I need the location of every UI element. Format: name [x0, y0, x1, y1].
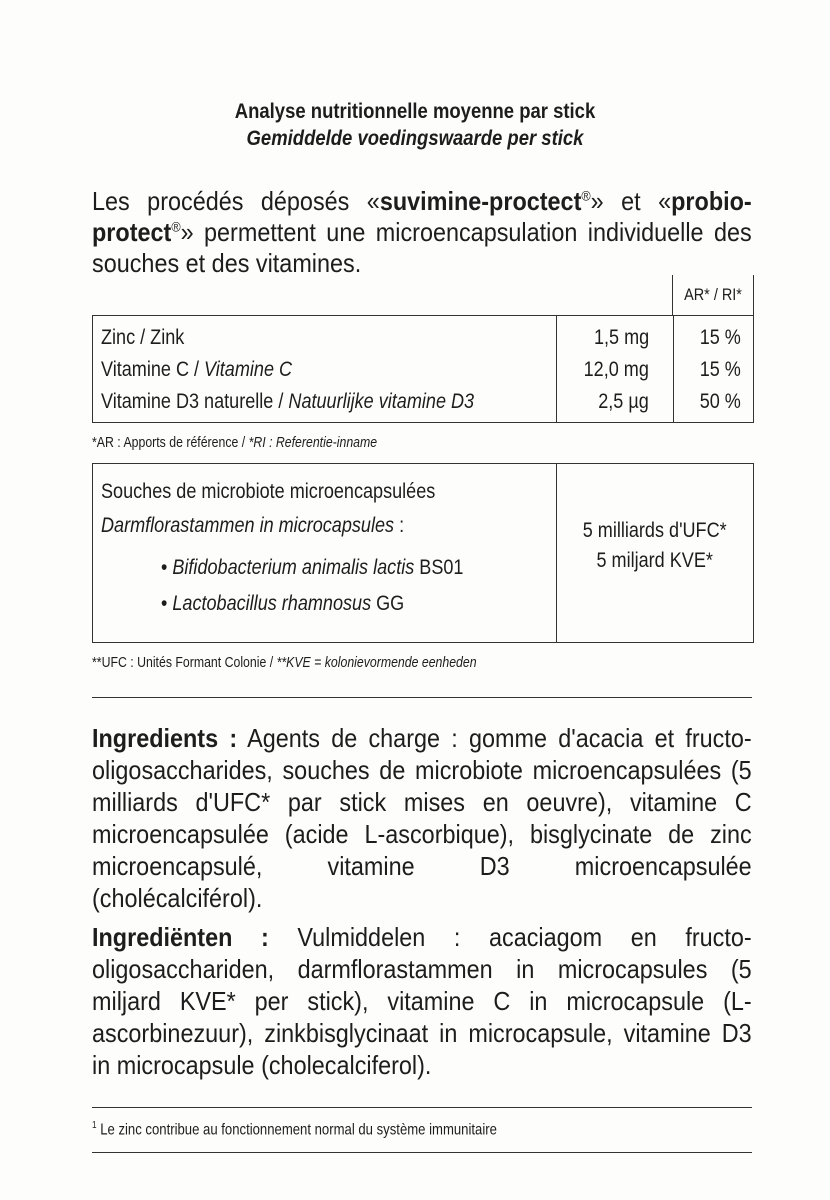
ingredients-dutch	[92, 921, 752, 1081]
ingredients-text: Vulmiddelen : acaciagom en fructo-oligosacchariden, darmflorastammen in microcapsules (5 miljard KVE* per stick), vitamine C in microcapsule (L-ascorbinezuur), zinkbisglycinaat in microcapsule, vitamine D3 in microcapsule (cholecalciferol).	[92, 922, 752, 1080]
nutrient-percent: 50 %	[699, 390, 741, 413]
intro-text-1: Les procédés déposés «	[92, 186, 380, 216]
nutrient-amount: 1,5 mg	[593, 326, 649, 349]
ingredients-label: Ingrediënten :	[92, 922, 269, 952]
table-row	[93, 322, 753, 354]
divider	[92, 697, 752, 698]
nutrient-name: Zinc / Zink	[101, 326, 185, 349]
microbiota-heading-nl: Darmflorastammen in microcapsules :	[101, 514, 405, 537]
footnote-reference-intake: *AR : Apports de référence / *RI : Referentie-inname	[92, 434, 378, 451]
nutrient-percent: 15 %	[699, 358, 741, 381]
nutrition-table	[92, 315, 754, 423]
divider	[92, 1107, 752, 1108]
table-row	[93, 386, 753, 418]
bullet-icon: •	[161, 592, 168, 615]
footnote-ufc: **UFC : Unités Formant Colonie / **KVE = kolonievormende eenheden	[92, 654, 477, 671]
ingredients-label: Ingredients :	[92, 723, 238, 753]
title-french: Analyse nutritionnelle moyenne par stick	[234, 100, 596, 123]
registered-mark: ®	[171, 218, 181, 235]
divider	[92, 1152, 752, 1153]
list-item: • Bifidobacterium animalis lactis BS01	[161, 556, 464, 579]
nutrient-percent: 15 %	[699, 326, 741, 349]
microbiota-heading-fr: Souches de microbiote microencapsulées	[101, 480, 436, 503]
ar-ri-header: AR* / RI*	[672, 275, 754, 315]
microbiota-value: 5 milliards d'UFC* 5 miljard KVE*	[583, 519, 727, 572]
footnote-zinc: $^1$ Le zinc contribue au fonctionnement normal du système immunitaire	[92, 1120, 497, 1139]
page-title	[50, 98, 780, 152]
registered-mark: ®	[581, 187, 591, 204]
intro-text-2: » et «	[590, 186, 672, 216]
intro-text-3: » permettent une microencapsulation individuelle des souches et des vitamines.	[92, 217, 752, 278]
bullet-icon: •	[161, 556, 168, 579]
brand-probio: probio-protect	[92, 186, 752, 247]
brand-suvimine: suvimine-proctect	[379, 186, 582, 216]
title-dutch: Gemiddelde voedingswaarde per stick	[246, 127, 584, 150]
table-row	[93, 354, 753, 386]
microbiota-table	[92, 463, 754, 643]
nutrient-amount: 2,5 µg	[598, 390, 649, 413]
list-item: • Lactobacillus rhamnosus GG	[161, 592, 405, 615]
intro-paragraph	[92, 186, 752, 279]
nutrient-amount: 12,0 mg	[583, 358, 649, 381]
nutrient-name: Vitamine D3 naturelle / Natuurlijke vitamine D3	[101, 390, 475, 413]
nutrient-name: Vitamine C / Vitamine C	[101, 358, 293, 381]
ingredients-french	[92, 722, 752, 914]
ingredients-text: Agents de charge : gomme d'acacia et fructo-oligosaccharides, souches de microbiote microencapsulées (5 milliards d'UFC* par stick mises en oeuvre), vitamine C microencapsulée (acide L-ascorbique), bisglycinate de zinc microencapsulé, vitamine D3 microencapsulée (cholécalciférol).	[92, 723, 752, 913]
